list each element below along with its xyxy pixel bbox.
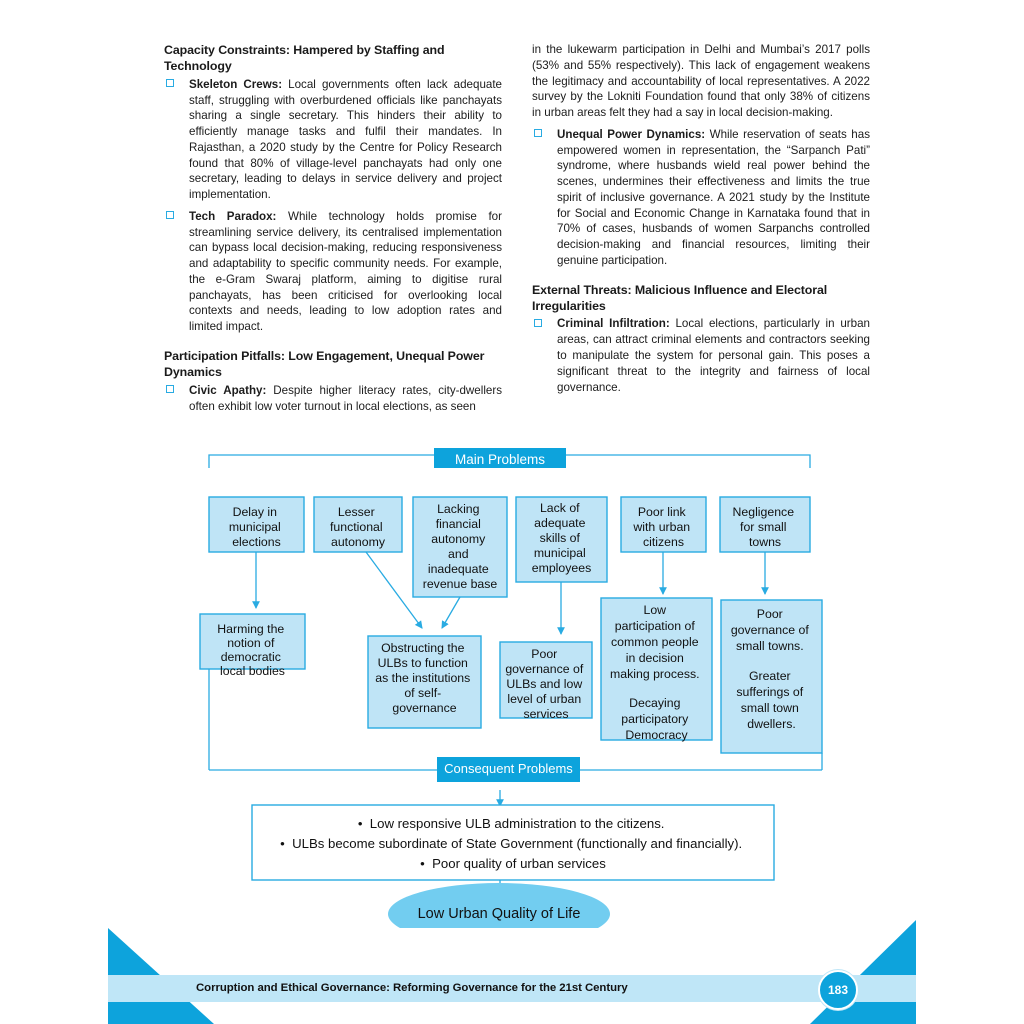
footer-right-triangle-decoration	[810, 920, 916, 1024]
svg-text:Delay in municipal: Delay in municipal elections	[228, 505, 281, 549]
flowchart-diagram	[0, 448, 1024, 928]
svg-text:Lacking financial: Lacking financial autonomy and inadequate revenue base	[422, 502, 498, 591]
svg-text:Poor link with urb: Poor link with urban citizens	[633, 505, 691, 549]
box-lacking-financial-autonomy	[413, 497, 507, 597]
two-column-text	[164, 42, 870, 420]
list-item-text: Despite higher literacy rates, city-dwellers often exhibit low voter turnout in local elections, as seen	[189, 383, 503, 413]
header-main-problems-label: Main Problems	[454, 452, 546, 468]
box-poor-governance-small-towns	[721, 600, 822, 753]
svg-text:• Low responsive ULB administ: • Low responsive ULB administration to the citizens. • ULBs become subordinate of State Government (functionally and financially). • Poor quality of urban services	[280, 816, 743, 871]
list-item-text: While reservation of seats has empowered women in representation, the “Sarpanch Pati” syndrome, where husbands wield real power behind the scenes, undermines their effectiveness and limits the true spirit of inclusive governance. A 2021 study by the Institute for Social and Economic Change in Karnataka found that in 70% of cases, husbands of women Sarpanchs controlled decision-making and financial resources, limiting their genuine participation.	[557, 127, 870, 267]
main-problem-boxes	[209, 497, 810, 597]
paragraph-continuation: in the lukewarm participation in Delhi and Mumbai’s 2017 polls (53% and 55% respectively). This lack of engagement weakens the legitimacy and accountability of local representatives. A 2022 survey by the Lokniti Foundation found that only 38% of citizens in urban areas felt they had a say in local decision-making.	[532, 43, 870, 120]
spacer	[164, 341, 502, 348]
list-item-lead: Criminal Infiltration:	[557, 317, 670, 331]
box-harming-democratic-local-bodies	[200, 614, 305, 678]
list-item-lead: Unequal Power Dynamics:	[557, 127, 706, 141]
checkbox-bullet-icon	[166, 385, 174, 393]
checkbox-bullet-icon	[166, 211, 174, 219]
box-poor-governance-ulbs	[500, 642, 592, 721]
list-item-text: While technology holds promise for streamlining service delivery, its centralised implementation can bypass local decision-making, reducing responsiveness and adaptability to specific community needs. For example, the e-Gram Swaraj platform, aiming to digitise rural panchayats, has been criticised for overlooking local contexts and needs, leading to low adoption rates and limited impact.	[189, 209, 502, 334]
footer-title: Corruption and Ethical Governance: Reforming Governance for the 21st Century	[196, 982, 628, 994]
list-item-lead: Skeleton Crews:	[189, 77, 283, 91]
list-item-text: Local elections, particularly in urban areas, can attract criminal elements and contractors seeking to manipulate the system for personal gain. This poses a significant threat to the integrity and fairness of local governance.	[557, 317, 870, 394]
box-lesser-functional-autonomy	[314, 497, 402, 552]
svg-text:Obstructing the UL: Obstructing the ULBs to function as the institutions of self- governance	[375, 641, 471, 715]
right-bullet-list-1	[532, 127, 870, 269]
spacer	[532, 275, 870, 282]
svg-text:Lack of adequate: Lack of adequate skills of municipal employees	[531, 501, 592, 575]
list-item	[164, 209, 502, 335]
list-item	[164, 383, 502, 415]
checkbox-bullet-icon	[166, 79, 174, 87]
list-item	[532, 127, 870, 269]
svg-text:Poor governance of: Poor governance of ULBs and low level of urban services	[505, 647, 584, 721]
box-low-participation-common-people	[601, 598, 712, 742]
box-lack-adequate-skills	[516, 497, 607, 582]
list-item-text: Local governments often lack adequate staff, struggling with overburdened officials like panchayats sharing a single secretary. This hinders their ability to efficiently manage tasks and fulfil their mandates. In Rajasthan, a 2020 study by the Centre for Policy Research found that 80% of village-level panchayats had only one secretary, leading to delays in service delivery and project implementation.	[189, 77, 503, 202]
list-item	[532, 316, 870, 395]
list-item-lead: Tech Paradox:	[189, 209, 277, 223]
svg-text:Negligence for sma: Negligence for small towns	[732, 505, 795, 549]
svg-text:Poor governance of: Poor governance of small towns. Greater sufferings of small town dwellers.	[730, 607, 809, 731]
list-item	[164, 77, 502, 203]
heading-external-threats: External Threats: Malicious Influence and Electoral Irregularities	[532, 282, 828, 314]
left-bullet-list-1	[164, 77, 502, 335]
svg-text:Low participation: Low participation of common people in decision making process. Decaying participatory Democracy	[610, 603, 700, 742]
effect-boxes	[200, 598, 822, 753]
header-consequent-problems	[437, 757, 580, 782]
checkbox-bullet-icon	[534, 129, 542, 137]
heading-capacity-constraints: Capacity Constraints: Hampered by Staffing and Technology	[164, 43, 445, 74]
right-bullet-list-2	[532, 316, 870, 395]
left-bullet-list-2	[164, 383, 502, 415]
checkbox-bullet-icon	[534, 319, 542, 327]
left-column	[164, 42, 502, 420]
page-footer	[0, 920, 1024, 1024]
svg-text:Lesser functional: Lesser functional autonomy	[329, 505, 386, 549]
header-consequent-problems-label: Consequent Problems	[444, 760, 573, 776]
page-number-badge: 183	[818, 970, 858, 1010]
box-obstructing-ulbs	[368, 636, 481, 728]
heading-participation-pitfalls: Participation Pitfalls: Low Engagement, Unequal Power Dynamics	[164, 349, 485, 380]
right-column	[532, 42, 870, 420]
box-consequent-list	[252, 805, 774, 880]
box-poor-link-urban-citizens	[621, 497, 706, 552]
box-delay-municipal-elections	[209, 497, 304, 552]
svg-text:Harming the notion: Harming the notion of democratic local bodies	[217, 622, 285, 678]
outcome-label: Low Urban Quality of Life	[417, 905, 581, 922]
box-negligence-small-towns	[720, 497, 810, 552]
header-main-problems	[434, 448, 566, 468]
list-item-lead: Civic Apathy:	[189, 383, 267, 397]
